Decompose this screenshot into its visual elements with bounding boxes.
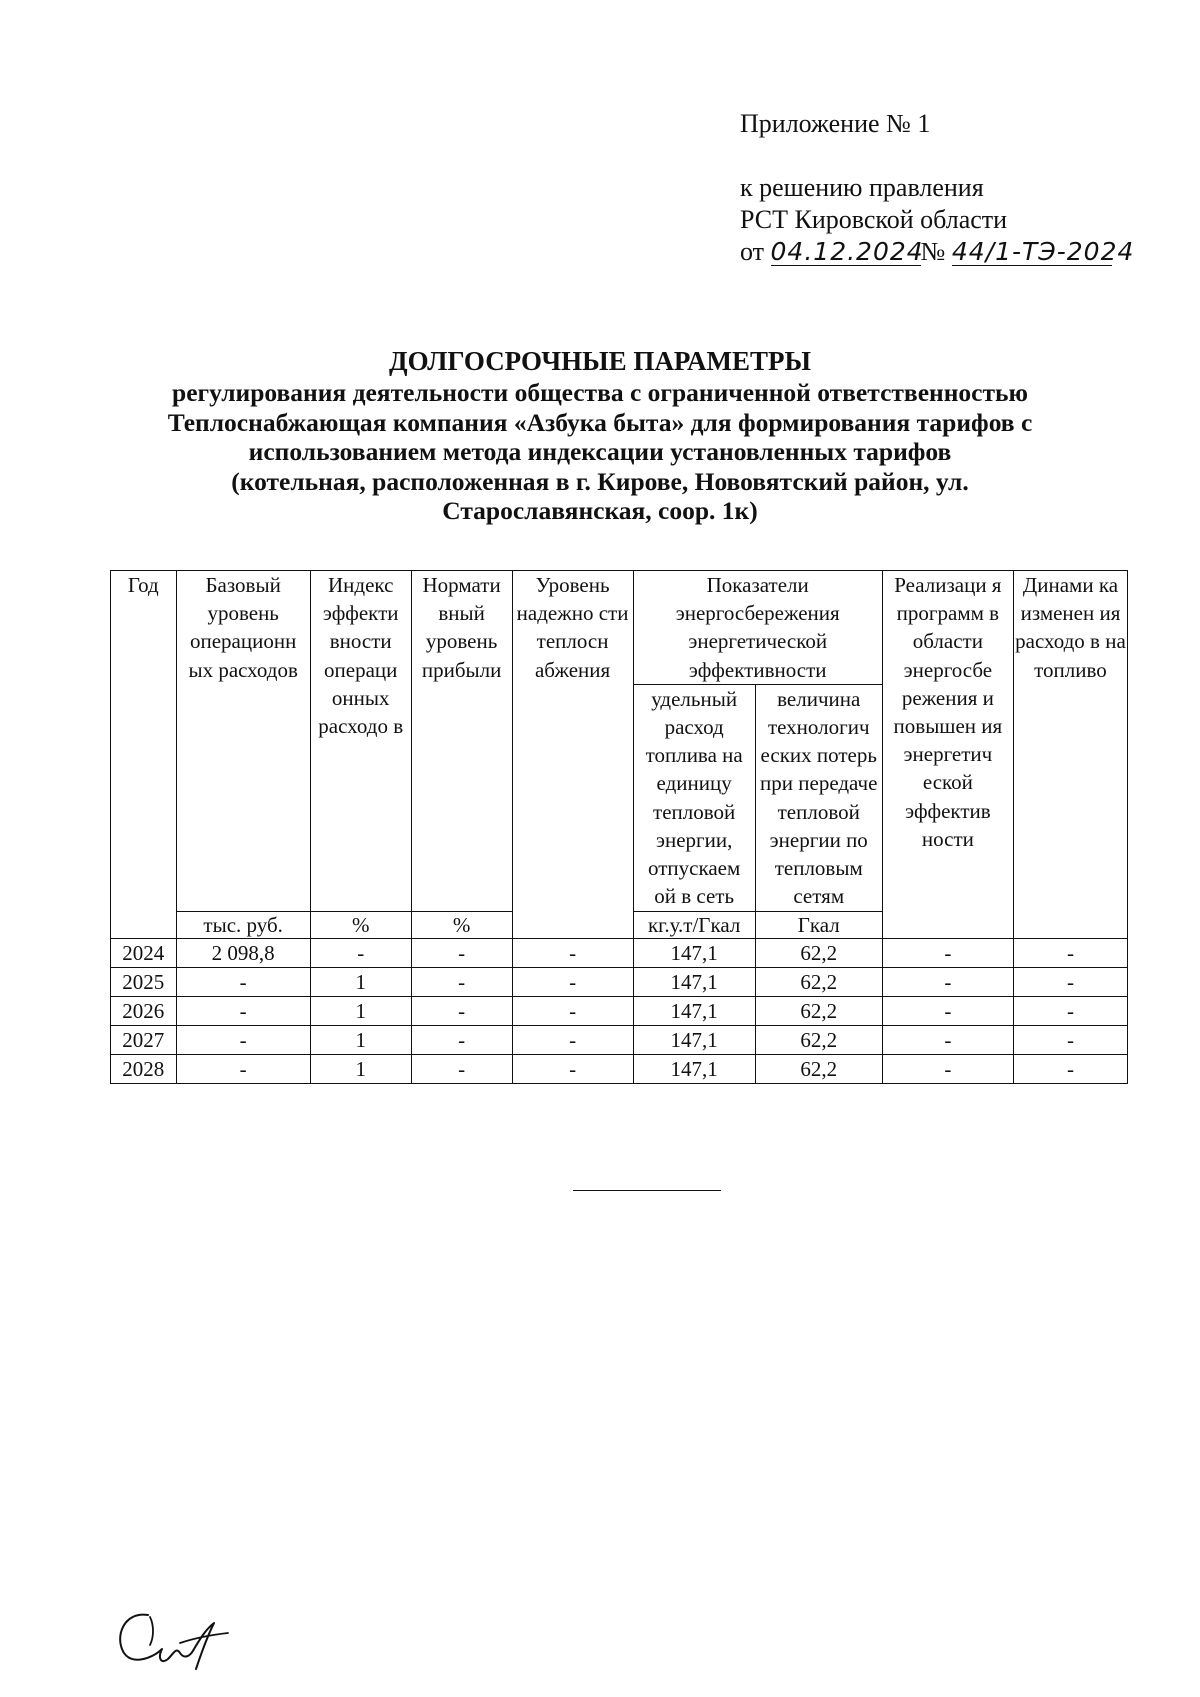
cell-fuel-dynamics: - (1013, 996, 1127, 1025)
cell-programs: - (882, 967, 1013, 996)
unit-efficiency-index: % (310, 911, 411, 938)
cell-profit-level: - (411, 1054, 512, 1083)
appendix-authority-line: РСТ Кировской области (740, 205, 1008, 234)
title-line-3: использованием метода индексации установленных тарифов (248, 437, 952, 466)
table-row (111, 1025, 1128, 1054)
cell-fuel-dynamics: - (1013, 938, 1127, 967)
appendix-decision-line: к решению правления (740, 173, 984, 202)
appendix-block (740, 108, 1135, 268)
cell-tech-losses: 62,2 (755, 938, 882, 967)
header-year: Год (111, 571, 177, 939)
cell-reliability: - (512, 1054, 633, 1083)
cell-year: 2025 (111, 967, 177, 996)
cell-programs: - (882, 1054, 1013, 1083)
cell-profit-level: - (411, 938, 512, 967)
title-line-4: (котельная, расположенная в г. Кирове, Нововятский район, ул. (231, 466, 969, 496)
end-divider (573, 1190, 721, 1191)
title-line-2: Теплоснабжающая компания «Азбука быта» для формирования тарифов с (167, 407, 1033, 437)
unit-tech-losses: Гкал (755, 911, 882, 938)
table-row (111, 967, 1128, 996)
cell-tech-losses: 62,2 (755, 1054, 882, 1083)
cell-year: 2024 (111, 938, 177, 967)
cell-year: 2026 (111, 996, 177, 1025)
header-fuel-rate: удельный расход топлива на единицу тепловой энергии, отпускаем ой в сеть (633, 684, 755, 911)
cell-fuel-rate: 147,1 (633, 1025, 755, 1054)
cell-programs: - (882, 996, 1013, 1025)
header-fuel-dynamics: Динами ка изменен ия расходо в на топливо (1013, 571, 1127, 939)
cell-tech-losses: 62,2 (755, 967, 882, 996)
decision-number: 44/1-ТЭ-2024 (951, 237, 1135, 266)
document-title (120, 344, 1080, 526)
unit-base-level: тыс. руб. (176, 911, 310, 938)
cell-efficiency-index: 1 (310, 996, 411, 1025)
number-prefix: № (920, 237, 946, 266)
cell-year: 2027 (111, 1025, 177, 1054)
cell-programs: - (882, 938, 1013, 967)
unit-fuel-rate: кг.у.т/Гкал (633, 911, 755, 938)
cell-fuel-dynamics: - (1013, 967, 1127, 996)
cell-base-level: - (176, 1054, 310, 1083)
cell-reliability: - (512, 967, 633, 996)
cell-tech-losses: 62,2 (755, 1025, 882, 1054)
cell-fuel-rate: 147,1 (633, 938, 755, 967)
cell-efficiency-index: 1 (310, 1025, 411, 1054)
cell-profit-level: - (411, 1025, 512, 1054)
appendix-number: Приложение № 1 (740, 109, 931, 138)
cell-tech-losses: 62,2 (755, 996, 882, 1025)
cell-profit-level: - (411, 996, 512, 1025)
header-profit-level: Нормати вный уровень прибыли (411, 571, 512, 912)
header-reliability: Уровень надежно сти теплосн абжения (512, 571, 633, 939)
cell-base-level: - (176, 996, 310, 1025)
cell-efficiency-index: - (310, 938, 411, 967)
appendix-date-line (740, 236, 1135, 268)
cell-reliability: - (512, 996, 633, 1025)
title-line-5: Старославянская, соор. 1к) (442, 496, 758, 525)
cell-base-level: 2 098,8 (176, 938, 310, 967)
cell-fuel-dynamics: - (1013, 1054, 1127, 1083)
title-main: ДОЛГОСРОЧНЫЕ ПАРАМЕТРЫ (389, 346, 811, 376)
cell-efficiency-index: 1 (310, 1054, 411, 1083)
cell-programs: - (882, 1025, 1013, 1054)
handwritten-signature (110, 1595, 250, 1680)
cell-profit-level: - (411, 967, 512, 996)
cell-fuel-rate: 147,1 (633, 996, 755, 1025)
long-term-parameters-table (110, 570, 1128, 1084)
decision-date: 04.12.2024 (770, 237, 924, 266)
header-tech-losses: величина технологич еских потерь при передаче тепловой энергии по тепловым сетям (755, 684, 882, 911)
header-base-level: Базовый уровень операционн ых расходов (176, 571, 310, 912)
cell-reliability: - (512, 938, 633, 967)
unit-profit-level: % (411, 911, 512, 938)
table-row (111, 1054, 1128, 1083)
header-energy-group: Показатели энергосбережения энергетической эффективности (633, 571, 882, 685)
cell-fuel-dynamics: - (1013, 1025, 1127, 1054)
cell-fuel-rate: 147,1 (633, 1054, 755, 1083)
date-prefix: от (740, 237, 765, 266)
table-row (111, 996, 1128, 1025)
header-efficiency-index: Индекс эффекти вности операци онных расходо в (310, 571, 411, 912)
table-row (111, 938, 1128, 967)
cell-fuel-rate: 147,1 (633, 967, 755, 996)
cell-efficiency-index: 1 (310, 967, 411, 996)
title-line-1: регулирования деятельности общества с ограниченной ответственностью (172, 378, 1028, 407)
cell-base-level: - (176, 1025, 310, 1054)
cell-base-level: - (176, 967, 310, 996)
cell-reliability: - (512, 1025, 633, 1054)
cell-year: 2028 (111, 1054, 177, 1083)
header-programs: Реализаци я программ в области энергосбе режения и повышен ия энергетич еской эффектив ности (882, 571, 1013, 939)
